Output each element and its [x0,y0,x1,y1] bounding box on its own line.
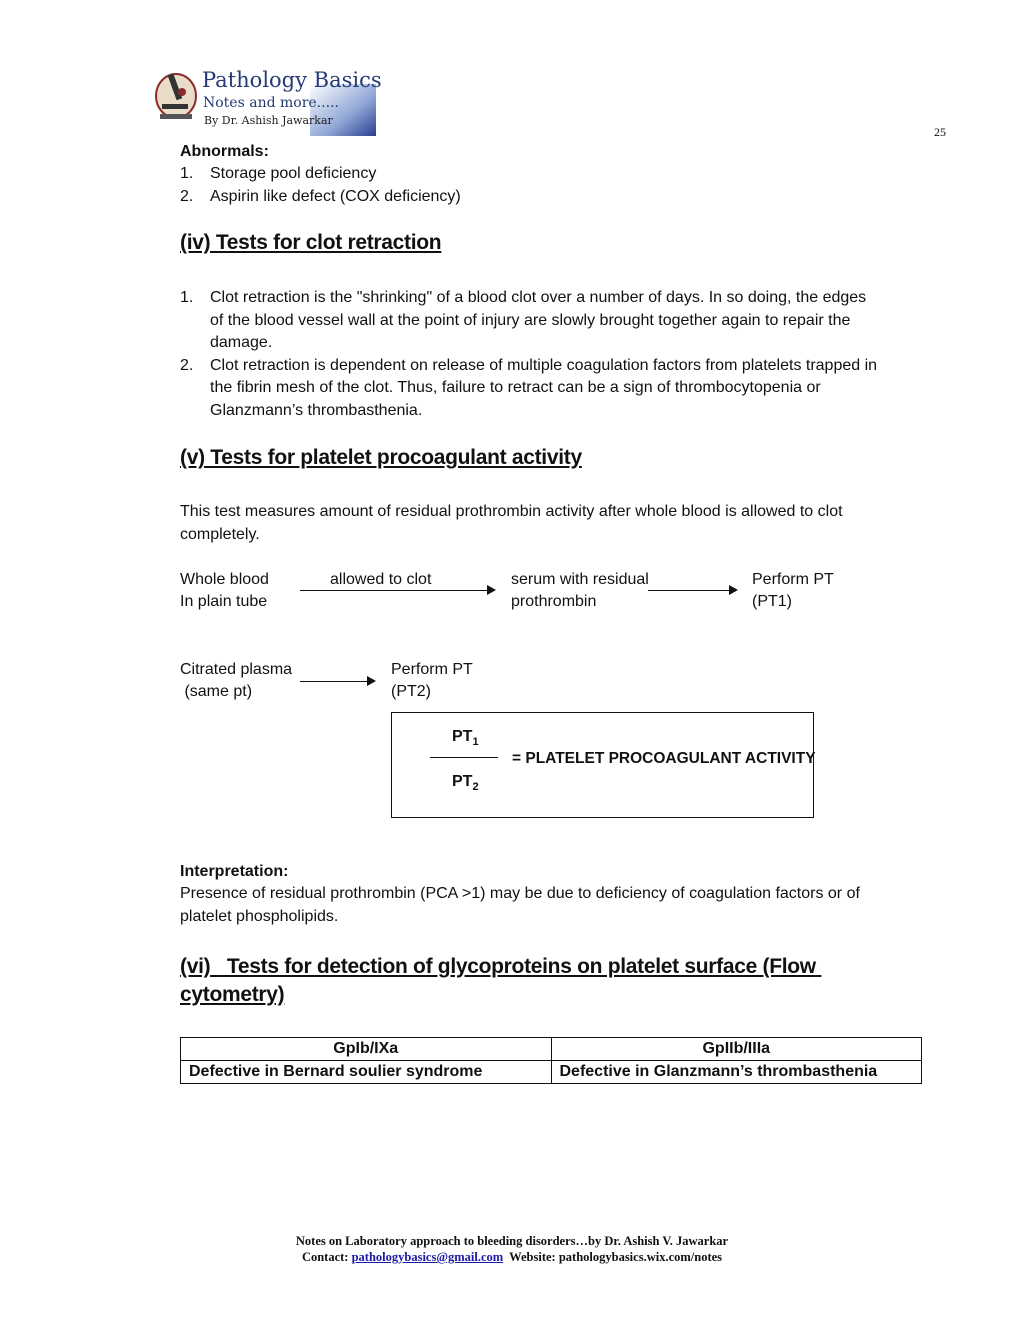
clot-retraction-list [180,287,880,422]
abnormals-title: Abnormals: [180,143,269,160]
flow1-mid-line2: prothrombin [511,593,597,610]
logo-author: By Dr. Ashish Jawarkar [204,114,333,127]
abnormals-list [180,163,880,208]
formula-numerator: $PT_1$ [452,728,479,749]
table-cell: Defective in Bernard soulier syndrome [181,1061,552,1084]
email-link[interactable]: pathologybasics@gmail.com [351,1250,504,1264]
interpretation-text: Presence of residual prothrombin (PCA >1) may be due to deficiency of coagulation factors or of platelet phospholipids. [180,885,860,925]
section-iv-heading: (iv) Tests for clot retraction [180,231,442,254]
table-header-row [181,1038,922,1061]
flow2-start-line1: Citrated plasma [180,661,293,678]
arrow-right-icon [729,585,738,595]
section-v-heading: (v) Tests for platelet procoagulant activity [180,446,582,469]
formula-denominator: $PT_2$ [452,773,479,794]
flow2-arrow-line [300,681,368,682]
interpretation-title: Interpretation: [180,863,289,880]
fraction-bar [430,757,498,758]
list-item: 2. Aspirin like defect (COX deficiency) [180,187,461,205]
table-header-cell: GpIIb/IIIa [551,1038,922,1061]
arrow-right-icon [487,585,496,595]
flow2-end-line1: Perform PT [391,661,473,678]
arrow-right-icon [367,676,376,686]
table-header-cell: GpIb/IXa [181,1038,552,1061]
flow1-arrow2-line [648,590,730,591]
formula-box [391,712,814,818]
footer-contact: Contact: pathologybasics@gmail.com Website: pathologybasics.wix.com/notes [301,1250,723,1264]
list-item: 1. Storage pool deficiency [180,165,377,182]
flow1-arrow-label: allowed to clot [330,571,432,588]
footer-title: Notes on Laboratory approach to bleeding disorders…by Dr. Ashish V. Jawarkar [295,1234,729,1248]
flow1-arrow1-line [300,590,488,591]
list-item: 2. Clot retraction is dependent on release of multiple coagulation factors from platelets trapped in the fibrin mesh of the clot. Thus, failure to retract can be a sign of thrombocytopenia or Glanzmann’s thrombasthenia. [180,356,878,419]
flow2-end-line2: (PT2) [391,683,431,700]
flow1-end-line2: (PT1) [752,593,792,610]
flow2-start-line2: (same pt) [180,683,253,700]
table-cell: Defective in Glanzmann’s thrombasthenia [551,1061,922,1084]
logo-title: Pathology Basics [202,68,382,92]
flow1-mid-line1: serum with residual [511,571,649,588]
flow1-start-line2: In plain tube [180,593,268,610]
microscope-icon [156,74,196,119]
list-item: 1. Clot retraction is the "shrinking" of a blood clot over a number of days. In so doing, the edges of the blood vessel wall at the point of injury are slowly brought together again to repair the damage. [180,289,867,351]
formula-result: = PLATELET PROCOAGULANT ACTIVITY [512,750,816,767]
table-row [181,1061,922,1084]
logo-subtitle: Notes and more..... [203,95,339,111]
glycoprotein-table [180,1037,922,1084]
flow1-start-line1: Whole blood [180,571,269,588]
logo [152,66,382,136]
section-v-intro: This test measures amount of residual prothrombin activity after whole blood is allowed to clot completely. [180,503,843,543]
section-vi-heading: (vi) Tests for detection of glycoproteins on platelet surface (Flow cytometry) [180,955,822,1006]
page-number: 25 [934,125,946,139]
flow1-end-line1: Perform PT [752,571,834,588]
